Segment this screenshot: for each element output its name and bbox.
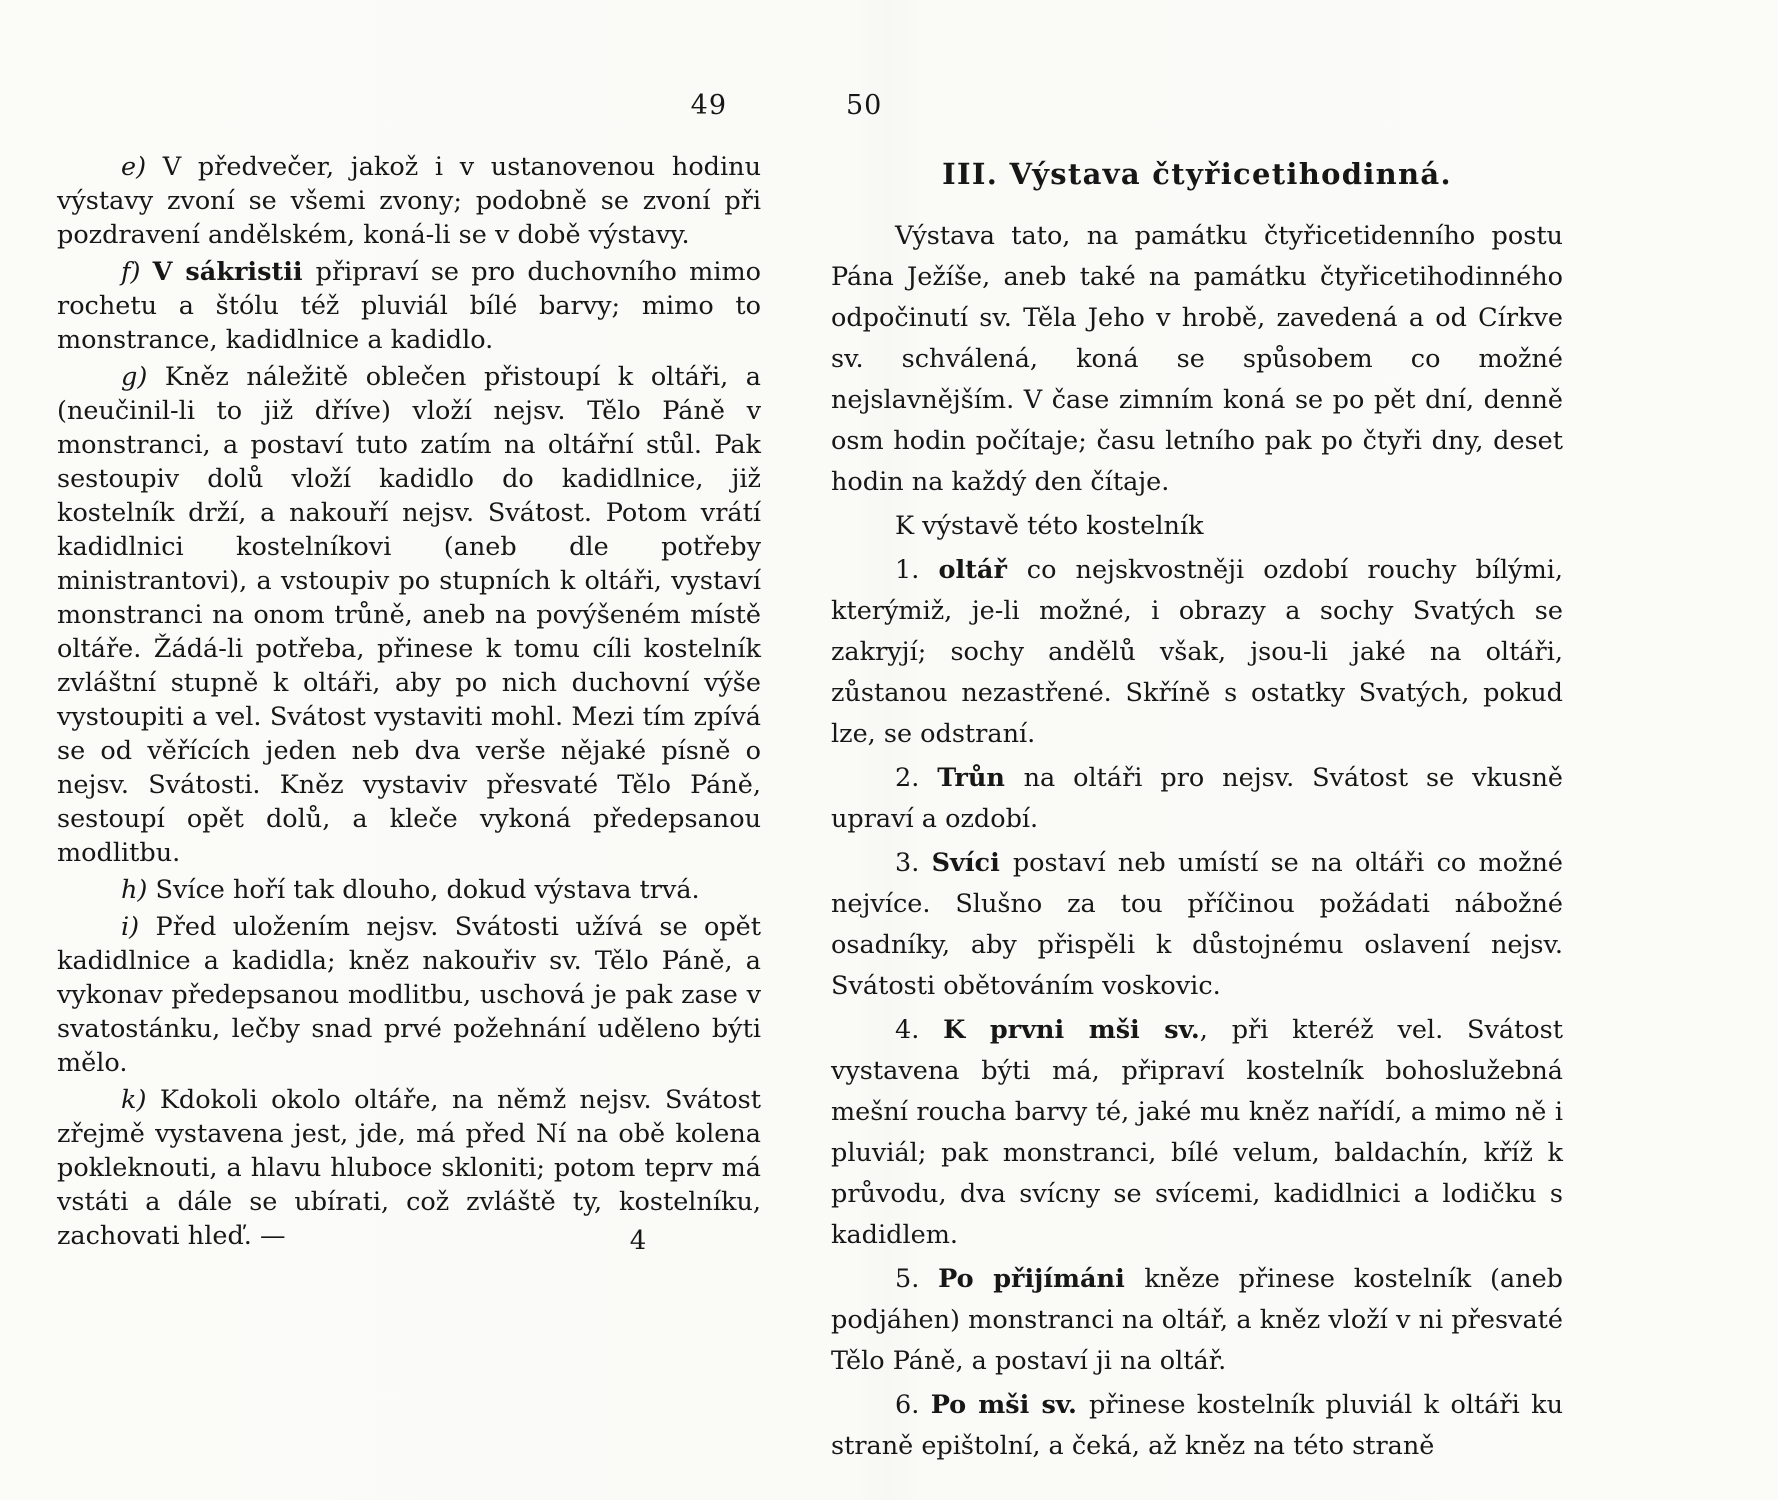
left-page-text-column (57, 150, 761, 1256)
paragraph-text: , při kteréž vel. Svátost vystavena býti má, připraví kostelník bohoslužebná mešní roucha barvy té, jaké mu kněz nařídí, a mimo ně i pluviál; pak monstranci, bílé velum, baldachín, kříž k průvodu, dva svícny se svícemi, kadidlnici a lodičku s kadidlem. (831, 1015, 1563, 1250)
paragraph-marker: k) (121, 1085, 160, 1115)
paragraph-marker: 4. (895, 1015, 944, 1045)
paragraph-marker: f) (121, 257, 153, 287)
paragraph (57, 150, 761, 252)
paragraph-text: Před uložením nejsv. Svátosti užívá se opět kadidlnice a kadidla; kněz nakouřiv sv. Tělo Páně, a vykonav předepsanou modlitbu, uschová je pak zase v svatostánku, lečby snad prvé požehnání uděleno býti mělo. (57, 912, 761, 1078)
page-number-right: 50 (846, 90, 883, 121)
paragraph (831, 216, 1563, 503)
paragraph-text: Kněz náležitě oblečen přistoupí k oltáři, a (neučinil-li to již dříve) vloží nejsv. Tělo Páně v monstranci, a postaví tuto zatím na oltářní stůl. Pak sestoupiv dolů vloží kadidlo do kadidlnice, již kostelník drží, a nakouří nejsv. Svátost. Potom vrátí kadidlnici kostelníkovi (aneb dle potřeby ministrantovi), a vstoupiv po stupních k oltáři, vystaví monstranci na onom trůně, aneb na povýšeném místě oltáře. Žádá-li potřeba, přinese k tomu cíli kostelník zvláštní stupně k oltáři, aby po nich duchovní výše vystoupiti a vel. Svátost vystaviti mohl. Mezi tím zpívá se od věřících jeden neb dva verše nějaké písně o nejsv. Svátosti. Kněz vystaviv přesvaté Tělo Páně, sestoupí opět dolů, a kleče vykoná předepsanou modlitbu. (57, 362, 761, 868)
paragraph-marker: 5. (895, 1264, 939, 1294)
paragraph (831, 1259, 1563, 1382)
paragraph-text: Kdokoli okolo oltáře, na němž nejsv. Svátost zřejmě vystavena jest, jde, má před Ní na obě kolena pokleknouti, a hlavu hluboce skloniti; potom teprv má vstáti a dále se ubírati, což zvláště ty, kostelníku, zachovati hleď. — (57, 1085, 761, 1251)
paragraph-lead: Po mši sv. (930, 1390, 1090, 1420)
paragraph-lead: V sákristii (152, 257, 316, 287)
paragraph-text: co nejskvostněji ozdobí rouchy bílými, kterýmiž, je-li možné, i obrazy a sochy Svatých se zakryjí; sochy andělů však, jsou-li jaké na oltáři, zůstanou nezastřené. Skříně s ostatky Svatých, pokud lze, se odstraní. (831, 555, 1564, 749)
chapter-heading: III. Výstava čtyřicetihodinná. (942, 157, 1452, 191)
paragraph-text: připraví se pro duchovního mimo rochetu a štólu též pluviál bílé barvy; mimo to monstrance, kadidlnice a kadidlo. (57, 257, 762, 355)
paragraph (57, 910, 761, 1080)
signature-mark: 4 (629, 1226, 647, 1256)
paragraph (831, 758, 1563, 840)
page-number-left: 49 (690, 90, 727, 121)
paragraph (57, 255, 761, 357)
paragraph-lead: Po přijímáni (938, 1264, 1145, 1294)
paragraph (831, 1385, 1563, 1467)
paragraph (831, 843, 1563, 1007)
paragraph (57, 873, 761, 907)
paragraph-text: přinese kostelník pluviál k oltáři ku straně epištolní, a čeká, až kněz na této straně (831, 1390, 1563, 1461)
paragraph (831, 506, 1563, 547)
right-page-text-column (831, 150, 1563, 1470)
paragraph-marker: g) (121, 362, 165, 392)
paragraph-text: Svíce hoří tak dlouho, dokud výstava trvá. (155, 875, 700, 905)
paragraph-lead: Svíci (931, 848, 1013, 878)
paragraph-lead: oltář (938, 555, 1027, 585)
paragraph-marker: h) (121, 875, 156, 905)
paragraph-text: postaví neb umístí se na oltáři co možné nejvíce. Slušno za tou příčinou požádati nábožné osadníky, aby přispěli k důstojnému oslavení nejsv. Svátosti obětováním voskovic. (831, 848, 1564, 1001)
paragraph (831, 550, 1563, 755)
paragraph (57, 360, 761, 870)
paragraph (831, 1010, 1563, 1256)
paragraph-text: kněze přinese kostelník (aneb podjáhen) monstranci na oltář, a kněz vloží v ni přesvaté Tělo Páně, a postaví ji na oltář. (831, 1264, 1563, 1376)
paragraph-marker: 1. (895, 555, 939, 585)
paragraph-text: V předvečer, jakož i v ustanovenou hodinu výstavy zvoní se všemi zvony; podobně se zvoní při pozdravení andělském, koná-li se v době výstavy. (57, 152, 761, 250)
paragraph-marker: 3. (895, 848, 932, 878)
paragraph-text: K výstavě této kostelník (895, 511, 1204, 541)
paragraph-text: Výstava tato, na památku čtyřicetidenního postu Pána Ježíše, aneb také na památku čtyřicetihodinného odpočinutí sv. Těla Jeho v hrobě, zavedená a od Církve sv. schválená, koná se spůsobem co možné nejslavnějším. V čase zimním koná se po pět dní, denně osm hodin počítaje; času letního pak po čtyři dny, deset hodin na každý den čítaje. (831, 221, 1563, 497)
paragraph-marker: 2. (895, 763, 938, 793)
paragraph-lead: K prvni mši sv. (943, 1015, 1200, 1045)
paragraph-lead: Trůn (937, 763, 1024, 793)
paragraph-marker: 6. (895, 1390, 931, 1420)
paragraph-text: na oltáři pro nejsv. Svátost se vkusně upraví a ozdobí. (831, 763, 1564, 834)
paragraph-marker: i) (121, 912, 156, 942)
paragraph-marker: e) (121, 152, 163, 182)
